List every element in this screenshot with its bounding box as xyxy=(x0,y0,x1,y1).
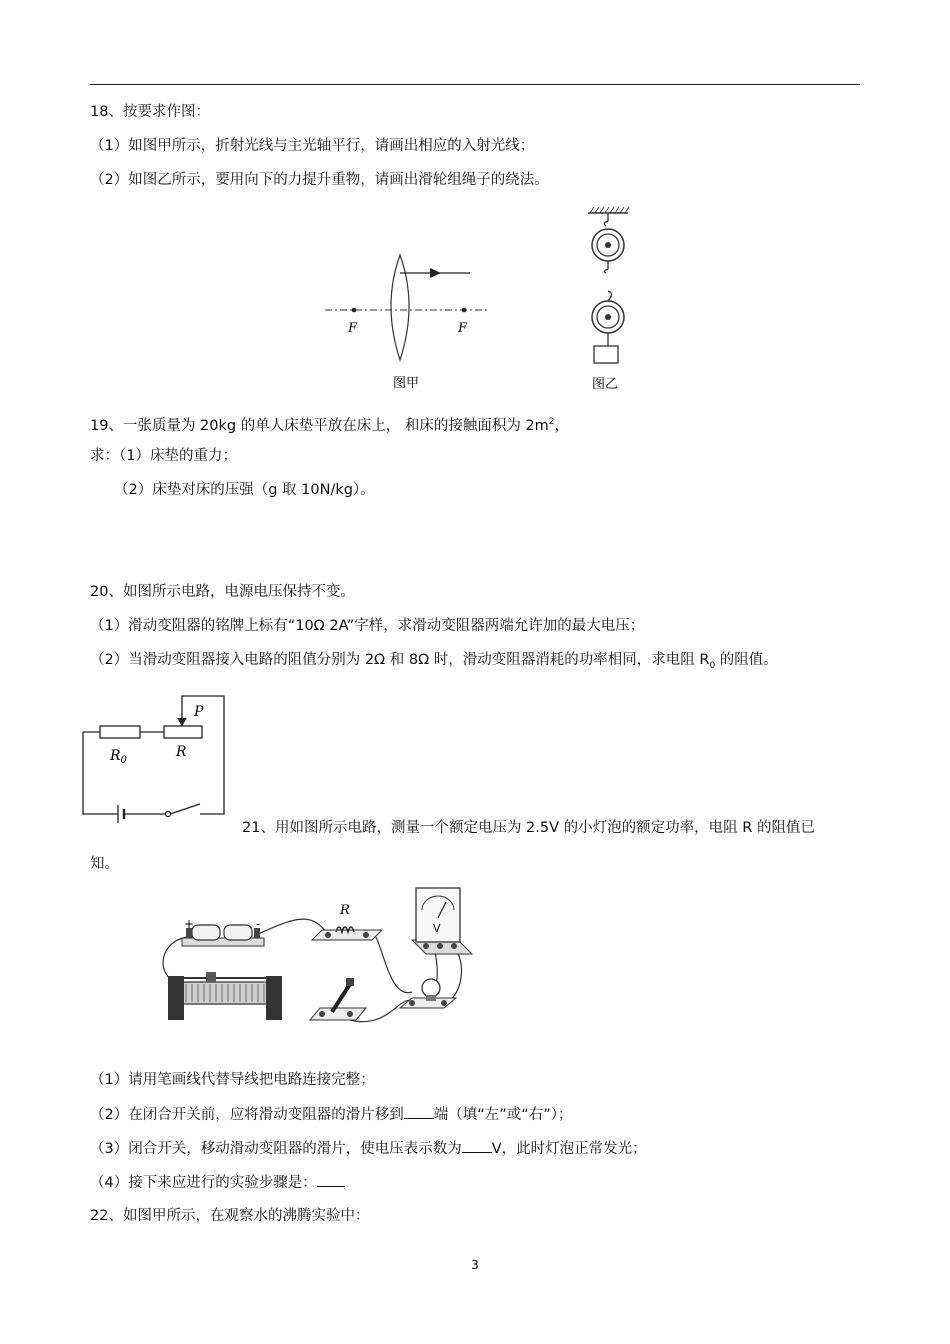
q19-line1-text: 19、一张质量为 20kg 的单人床垫平放在床上， 和床的接触面积为 2m xyxy=(90,417,549,434)
header-rule xyxy=(90,84,860,85)
figure-jia-caption: 图甲 xyxy=(393,376,420,391)
q21-part4-text: （4）接下来应进行的实验步骤是： xyxy=(90,1175,317,1191)
q19-unit-exponent: 2 xyxy=(548,417,555,427)
figure-yi-pulleys xyxy=(578,205,638,395)
q21-line2: 知。 xyxy=(90,856,119,872)
lamp-component xyxy=(400,979,456,1008)
q21-part2-end: 端（填“左”或“右”）； xyxy=(433,1107,573,1123)
q20-circuit-diagram xyxy=(78,690,233,830)
battery-minus-label: - xyxy=(256,917,261,931)
q20-title: 20、如图所示电路，电源电压保持不变。 xyxy=(90,584,355,600)
slider-arrow-icon xyxy=(177,718,187,726)
ray-arrow-icon xyxy=(430,268,441,278)
label-r: R xyxy=(176,744,187,760)
label-r0 xyxy=(109,748,128,766)
rheostat-component xyxy=(168,972,282,1020)
focus-right xyxy=(462,308,467,313)
answer-blank[interactable] xyxy=(462,1138,492,1153)
q21-part2 xyxy=(90,1104,573,1125)
q21-part3-text: （3）闭合开关，移动滑动变阻器的滑片，使电压表示数为 xyxy=(90,1141,462,1157)
label-p: P xyxy=(194,704,204,720)
weight-block xyxy=(594,346,618,363)
q20-r0-subscript: 0 xyxy=(709,660,716,671)
label-r0-subscript: 0 xyxy=(120,755,127,766)
q21-part1: （1）请用笔画线代替导线把电路连接完整； xyxy=(90,1072,375,1088)
battery-plus-label: + xyxy=(184,917,195,931)
q22-title: 22、如图甲所示，在观察水的沸腾实验中： xyxy=(90,1208,370,1224)
switch-contact xyxy=(165,811,170,816)
knife-switch xyxy=(310,978,366,1020)
figure-yi-caption: 图乙 xyxy=(592,377,619,392)
q20-part2-end: 的阻值。 xyxy=(715,652,778,668)
q20-part2-text: （2）当滑动变阻器接入电路的阻值分别为 2Ω 和 8Ω 时，滑动变阻器消耗的功率相同，求电阻 R xyxy=(90,652,710,668)
q18-part1: （1）如图甲所示，折射光线与主光轴平行，请画出相应的入射光线； xyxy=(90,138,535,154)
page-number: 3 xyxy=(471,1258,479,1272)
q20-part2 xyxy=(90,650,778,676)
voltmeter xyxy=(412,888,472,954)
q21-part2-text: （2）在闭合开关前，应将滑动变阻器的滑片移到 xyxy=(90,1107,404,1123)
answer-blank[interactable] xyxy=(317,1172,345,1187)
focus-left xyxy=(352,308,357,313)
focus-label-left: F xyxy=(348,321,358,336)
answer-blank[interactable] xyxy=(404,1104,434,1119)
voltmeter-label: V xyxy=(433,922,441,935)
q19-line3: （2）床垫对床的压强（g 取 10N/kg）。 xyxy=(114,482,375,498)
q21-line1: 21、用如图所示电路，测量一个额定电压为 2.5V 的小灯泡的额定功率，电阻 R 的阻值已 xyxy=(242,820,815,836)
focus-label-right: F xyxy=(458,321,468,336)
q19-line1 xyxy=(90,412,569,436)
q20-part1: （1）滑动变阻器的铭牌上标有“10Ω 2A”字样，求滑动变阻器两端允许加的最大电压； xyxy=(90,618,645,634)
q21-part3 xyxy=(90,1138,647,1159)
q18-part2: （2）如图乙所示，要用向下的力提升重物，请画出滑轮组绳子的绕法。 xyxy=(90,172,549,188)
rheostat-r xyxy=(164,726,202,738)
q19-line2: 求：（1）床垫的重力； xyxy=(90,448,237,464)
convex-lens xyxy=(391,255,409,360)
q18-title: 18、按要求作图： xyxy=(90,104,210,120)
resistor-label: R xyxy=(340,903,350,918)
battery-pack xyxy=(182,925,264,946)
q19-line1-end: ， xyxy=(554,417,570,434)
q21-apparatus-figure xyxy=(150,880,480,1040)
q21-part3-end: V，此时灯泡正常发光； xyxy=(491,1141,647,1157)
resistor-r0 xyxy=(100,726,140,738)
label-r0-letter: R xyxy=(110,748,121,764)
resistor-component xyxy=(312,927,382,940)
figure-jia-lens xyxy=(320,250,500,400)
q21-part4 xyxy=(90,1172,345,1193)
